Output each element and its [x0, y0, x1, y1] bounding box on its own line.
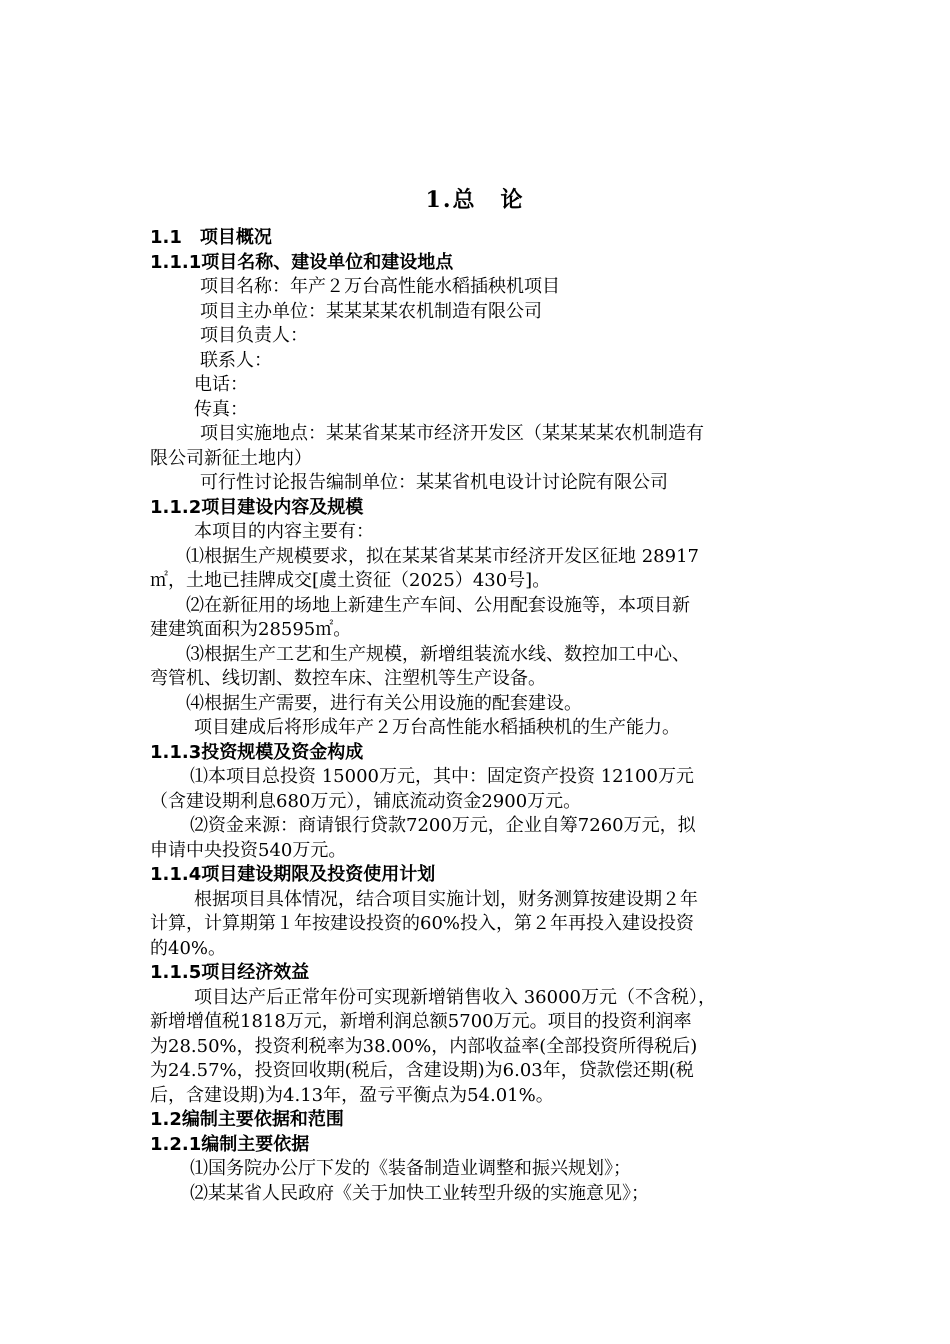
content-item-1-cont: ㎡，土地已挂牌成交[虞土资征（2025）430号]。: [150, 570, 551, 591]
schedule-para-line-2: 计算，计算期第１年按建设投资的60%投入，第２年再投入建设投资: [150, 913, 695, 934]
schedule-para-line-3: 的40%。: [150, 937, 227, 959]
sponsor-line: 项目主办单位：某某某某农机制造有限公司: [200, 300, 542, 322]
investment-item-1-cont: （含建设期利息680万元），铺底流动资金2900万元。: [150, 790, 582, 812]
benefit-para-line-1: 项目达产后正常年份可实现新增销售收入 36000万元（不含税），: [194, 986, 716, 1008]
basis-item-2: ⑵某某省人民政府《关于加快工业转型升级的实施意见》；: [190, 1182, 649, 1204]
benefit-para-line-3: 为28.50%，投资利税率为38.00%，内部收益率(全部投资所得税后): [150, 1035, 698, 1057]
content-item-3-cont: 弯管机、线切割、数控车床、注塑机等生产设备。: [150, 668, 546, 689]
section-heading-1-1: 1.1 项目概况: [150, 227, 272, 248]
leader-line: 项目负责人：: [200, 325, 308, 346]
content-summary: 项目建成后将形成年产２万台高性能水稻插秧机的生产能力。: [194, 717, 680, 738]
investment-item-1: ⑴本项目总投资 15000万元，其中：固定资产投资 12100万元: [190, 766, 694, 787]
location-line-cont: 限公司新征土地内）: [150, 447, 312, 469]
content-item-4: ⑷根据生产需要，进行有关公用设施的配套建设。: [186, 692, 582, 714]
content-item-3: ⑶根据生产工艺和生产规模，新增组装流水线、数控加工中心、: [186, 643, 690, 665]
location-line: 项目实施地点：某某省某某市经济开发区（某某某某农机制造有: [200, 423, 704, 444]
content-item-2-cont: 建建筑面积为28595㎡。: [150, 619, 352, 640]
basis-item-1: ⑴国务院办公厅下发的《装备制造业调整和振兴规划》；: [190, 1158, 631, 1179]
content-item-2: ⑵在新征用的场地上新建生产车间、公用配套设施等，本项目新: [186, 594, 690, 616]
schedule-para-line-1: 根据项目具体情况，结合项目实施计划，财务测算按建设期２年: [194, 888, 698, 910]
document-body: [150, 226, 830, 1206]
content-item-1: ⑴根据生产规模要求，拟在某某省某某市经济开发区征地 28917: [186, 545, 699, 567]
benefit-para-line-2: 新增增值税1818万元，新增利润总额5700万元。项目的投资利润率: [150, 1011, 692, 1032]
section-heading-1-2: 1.2编制主要依据和范围: [150, 1109, 344, 1130]
chapter-title: 1.总 论: [425, 187, 525, 213]
benefit-para-line-4: 为24.57%，投资回收期(税后，含建设期)为6.03年，贷款偿还期(税: [150, 1060, 694, 1081]
phone-line: 电话：: [194, 374, 248, 395]
fax-line: 传真：: [194, 398, 248, 420]
section-heading-1-1-2: 1.1.2项目建设内容及规模: [150, 496, 364, 518]
project-name-line: 项目名称：年产２万台高性能水稻插秧机项目: [200, 276, 560, 297]
section-heading-1-1-3: 1.1.3投资规模及资金构成: [150, 741, 364, 763]
investment-item-2: ⑵资金来源：商请银行贷款7200万元，企业自筹7260万元，拟: [190, 815, 696, 836]
section-heading-1-1-5: 1.1.5项目经济效益: [150, 962, 310, 983]
content-intro: 本项目的内容主要有：: [194, 521, 374, 542]
section-heading-1-2-1: 1.2.1编制主要依据: [150, 1133, 310, 1155]
investment-item-2-cont: 申请中央投资540万元。: [150, 839, 347, 861]
section-heading-1-1-4: 1.1.4项目建设期限及投资使用计划: [150, 864, 436, 885]
contact-line: 联系人：: [200, 349, 272, 371]
section-heading-1-1-1: 1.1.1项目名称、建设单位和建设地点: [150, 251, 454, 273]
benefit-para-line-5: 后，含建设期)为4.13年，盈亏平衡点为54.01%。: [150, 1084, 554, 1106]
report-unit-line: 可行性讨论报告编制单位：某某省机电设计讨论院有限公司: [200, 472, 668, 493]
